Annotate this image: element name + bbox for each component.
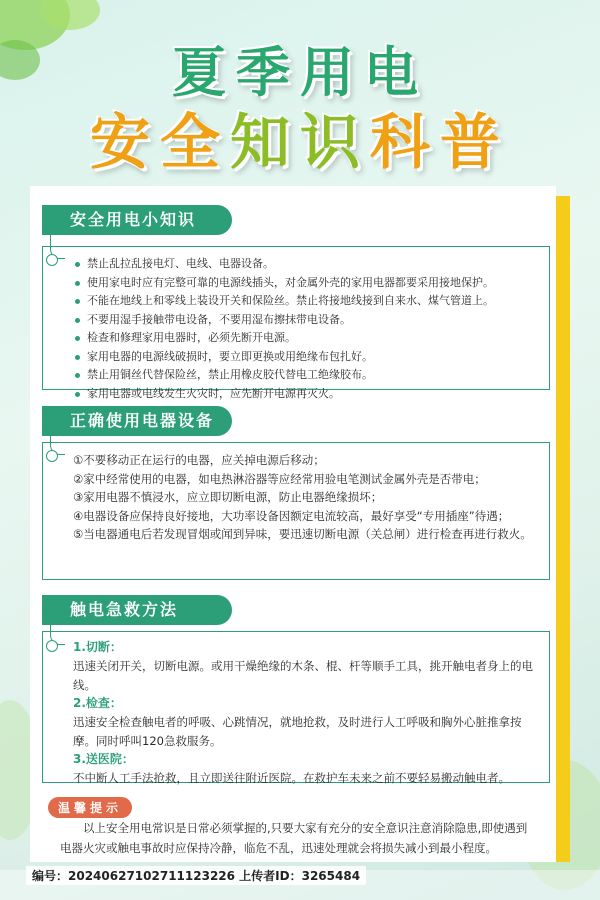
section-header-first-aid: 触电急救方法 [42,595,232,625]
first-aid-steps [43,632,549,788]
step-title: 3.送医院： [73,752,134,766]
list-item: 不要用湿手接触带电设备，不要用湿布擦抹带电设备。 [73,311,539,330]
list-item: 家用电器或电线发生火灾时，应先断开电源再灭火。 [73,385,539,404]
connector-dot [46,254,58,266]
tip-text: 以上安全用电常识是日常必须掌握的,只要大家有充分的安全意识注意消除隐患,即使遇到电器火灾或触电事故时应保持冷静，临危不乱，迅速处理就会将损失减小到最小程度。 [60,821,528,855]
section-header-correct-use: 正确使用电器设备 [42,406,232,436]
yellow-accent-bar [556,196,570,862]
connector-dot [46,640,58,652]
list-item: ⑤当电器通电后若发现冒烟或闻到异味，要迅速切断电源（关总闸）进行检查再进行救火。 [73,527,532,541]
list-item: ②家中经常使用的电器，如电热淋浴器等应经常用验电笔测试金属外壳是否带电； [73,471,486,486]
section-safety-tips-box [42,246,550,400]
list-item: ①不要移动正在运行的电器，应关掉电源后移动； [73,453,325,467]
list-item: 禁止用铜丝代替保险丝，禁止用橡皮胶代替电工绝缘胶布。 [73,366,539,385]
list-item: 检查和修理家用电器时，必须先断开电源。 [73,329,539,348]
correct-use-list [43,443,549,544]
title-part: 科普 [370,108,510,178]
page-title-line2 [0,95,600,181]
footer-id-text: 编号：20240627102711123226 上传者ID：3265484 [26,866,366,885]
safety-tips-list [43,247,549,403]
section-header-safety-tips: 安全用电小知识 [42,205,232,235]
connector-dot [46,450,58,462]
list-item: 禁止乱拉乱接电灯、电线、电器设备。 [73,255,539,274]
step-text: 不中断人工手法抢救，且立即送往附近医院。在救护车未来之前不要轻易搬动触电者。 [73,771,510,785]
list-item: ③家用电器不慎浸水，应立即切断电源，防止电器绝缘损坏； [73,490,383,504]
section-first-aid-box [42,631,550,783]
title-part: 知识 [230,108,370,178]
title-part: 安全 [90,108,230,178]
section-correct-use-box [42,442,550,580]
list-item: 不能在地线上和零线上装设开关和保险丝。禁止将接地线接到自来水、煤气管道上。 [73,292,539,311]
tip-label: 温馨提示 [48,797,132,818]
step-text: 迅速关闭开关，切断电源。或用干燥绝缘的木条、棍、杆等顺手工具，挑开触电者身上的电线。 [73,659,533,692]
step-title: 1.切断： [73,640,122,654]
list-item: 使用家电时应有完整可靠的电源线插头，对金属外壳的家用电器都要采用接地保护。 [73,274,539,293]
page-title-line1: 夏季用电 [172,41,428,104]
list-item: ④电器设备应保持良好接地，大功率设备因额定电流较高，最好享受“专用插座”待遇； [73,508,510,523]
list-item: 家用电器的电源线破损时，要立即更换或用绝缘布包扎好。 [73,348,539,367]
step-text: 迅速安全检查触电者的呼吸、心跳情况，就地抢救，及时进行人工呼吸和胸外心脏推拿按摩。同时呼叫120急救服务。 [73,715,522,748]
step-title: 2.检查： [73,696,122,710]
